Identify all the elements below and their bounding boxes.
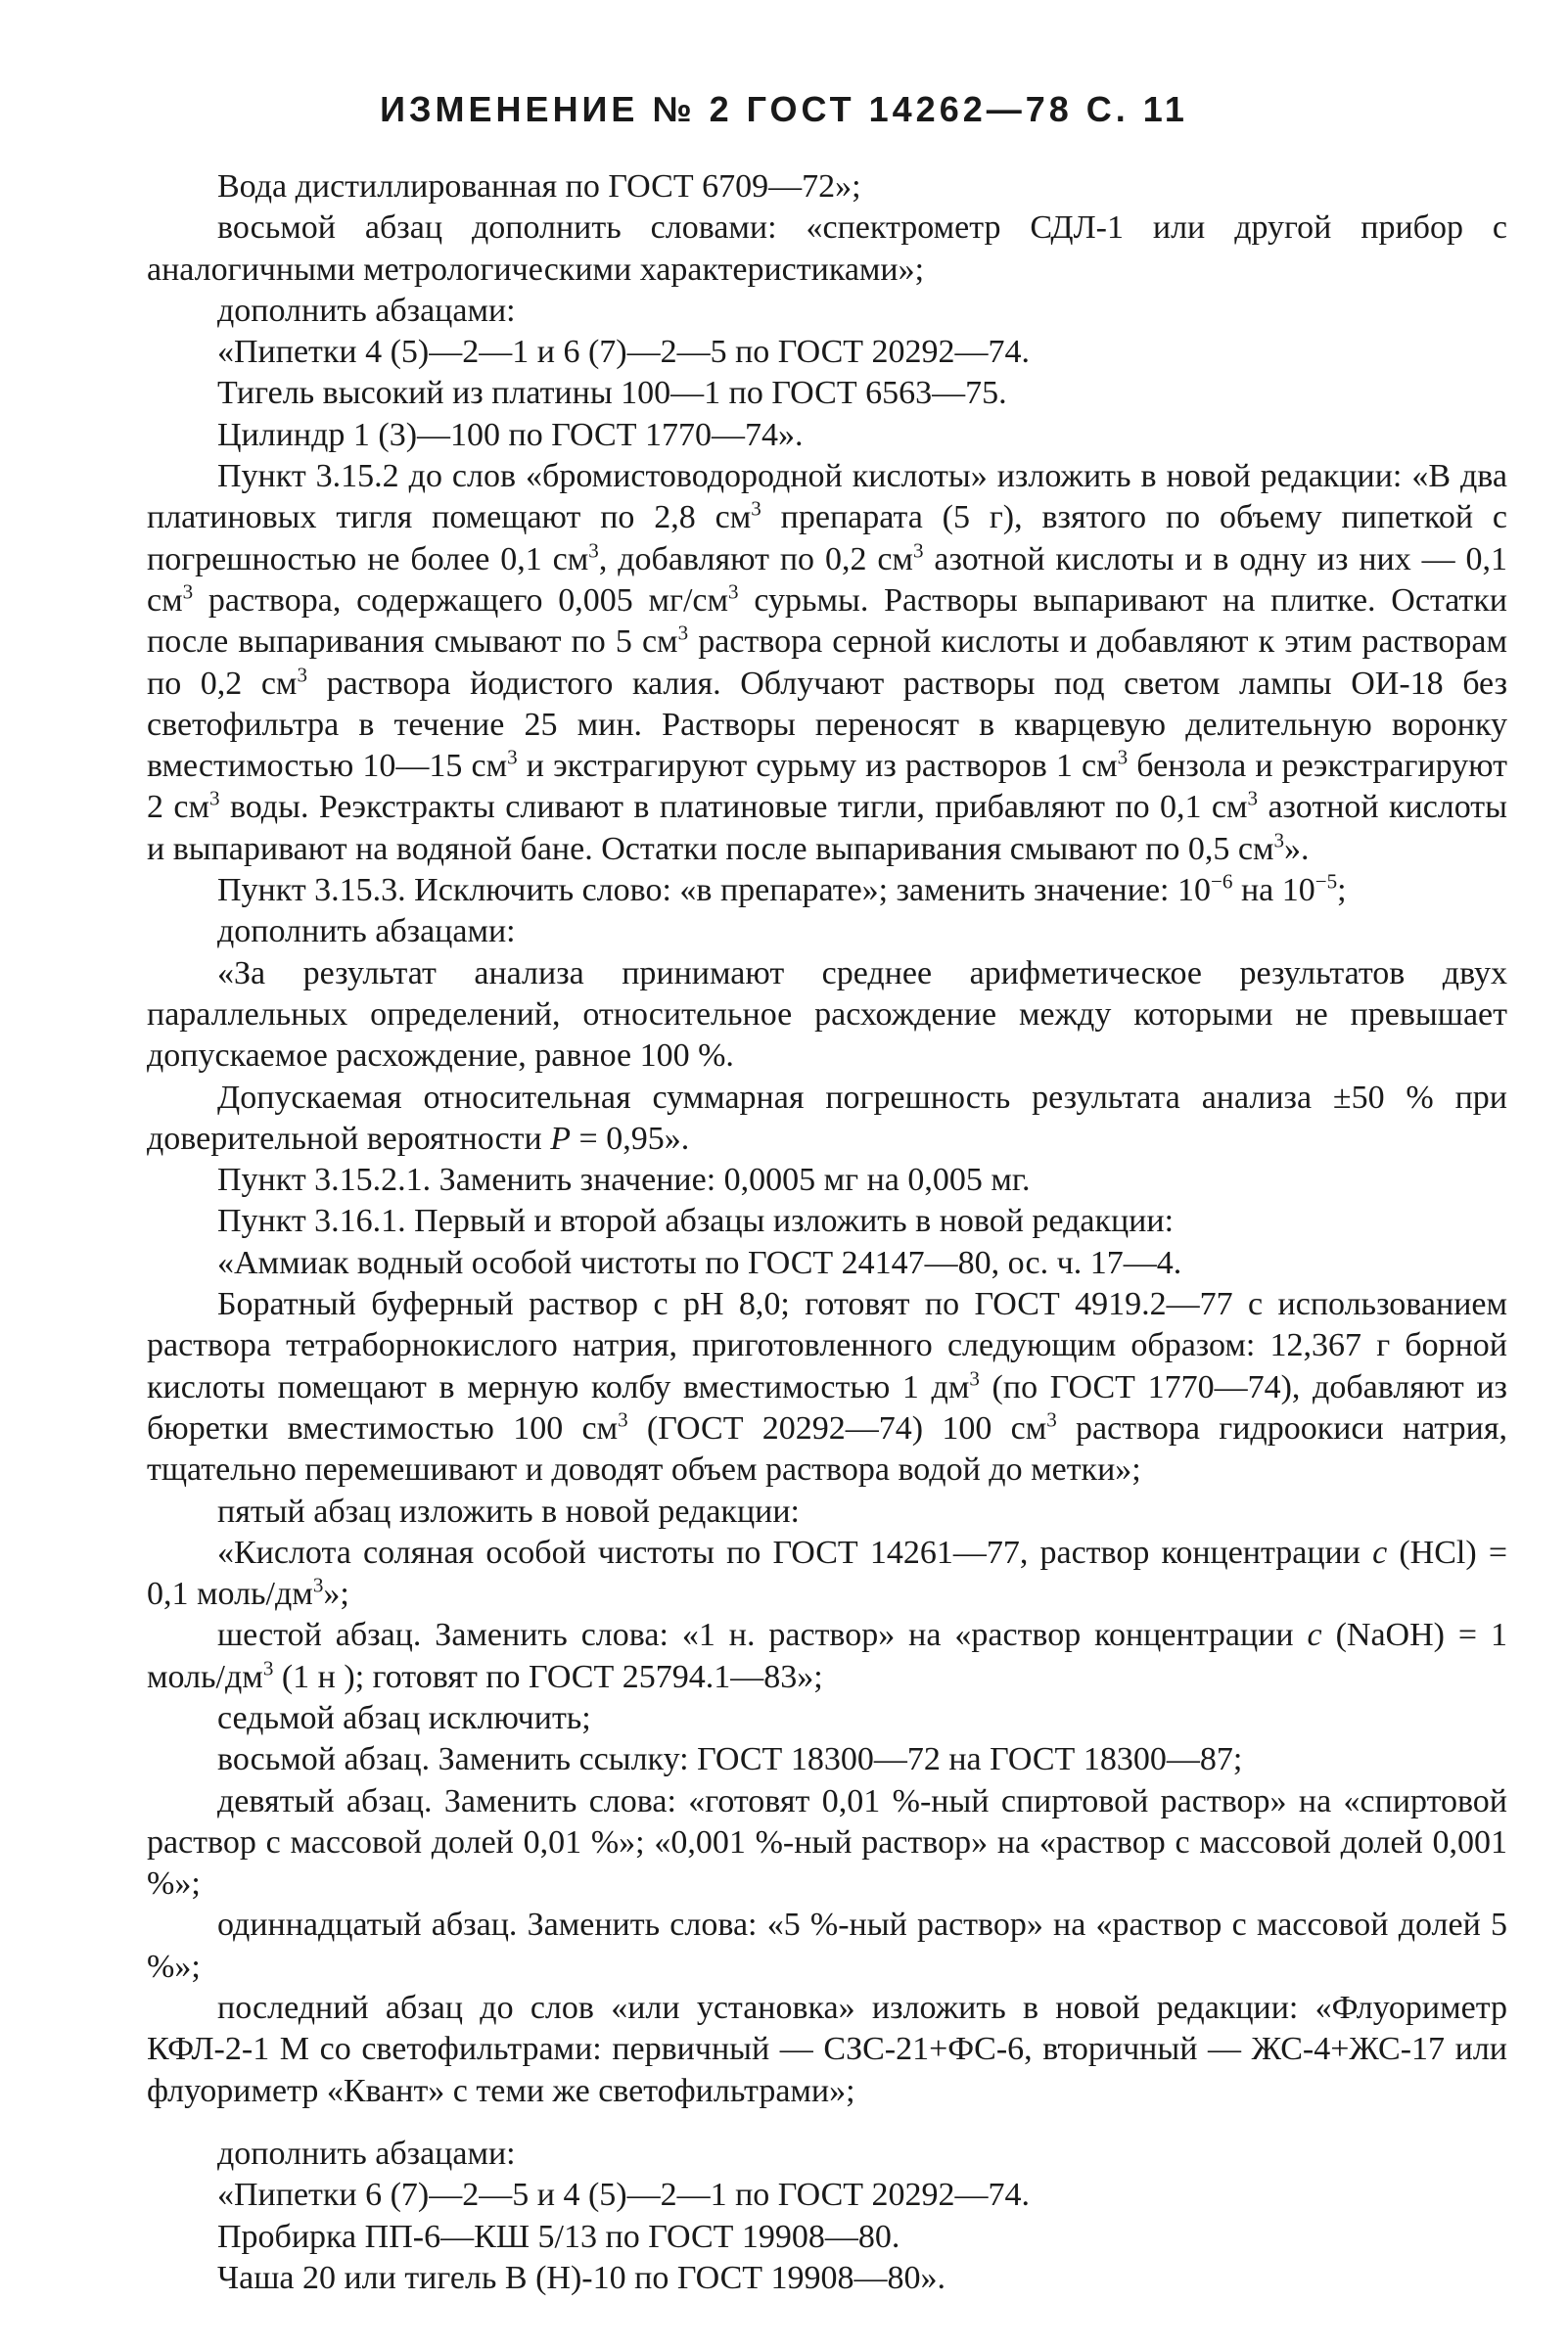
paragraph xyxy=(147,1284,1507,1491)
paragraph xyxy=(147,415,1507,456)
paragraph xyxy=(147,1739,1507,1780)
text-run: с xyxy=(1307,1617,1322,1654)
text-run: «Кислота соляная особой чистоты по ГОСТ 14261—77, раствор концентрации xyxy=(217,1534,1373,1571)
paragraph xyxy=(147,1905,1507,1988)
superscript: 3 xyxy=(751,497,761,522)
paragraph xyxy=(147,1533,1507,1616)
text-run: Тигель высокий из платины 100—1 по ГОСТ 6563—75. xyxy=(217,375,1007,412)
paragraph xyxy=(147,1492,1507,1533)
paragraph-gap xyxy=(147,2112,1507,2134)
superscript: 3 xyxy=(1046,1407,1057,1432)
text-run: Допускаемая относительная суммарная погрешность результата анализа ±50 % при доверительной вероятности xyxy=(147,1079,1507,1157)
text-run: воды. Реэкстракты сливают в платиновые тигли, прибавляют по 0,1 см xyxy=(219,789,1248,826)
paragraph xyxy=(147,870,1507,911)
text-run: азотной кислоты и выпаривают на водяной бане. Остатки после выпаривания смывают по 0,5 см xyxy=(147,789,1508,867)
paragraph xyxy=(147,1201,1507,1242)
superscript: 3 xyxy=(262,1656,274,1680)
text-run: последний абзац до слов «или установка» изложить в новой редакции: «Флуориметр КФЛ-2-1 М со светофильтрами: первичный — СЗС-21+ФС-6, вторичный — ЖС-4+ЖС-17 или флуориметр «Квант» с теми же светофильтрами»; xyxy=(147,1990,1507,2109)
text-run: Чаша 20 или тигель В (Н)-10 по ГОСТ 19908—80». xyxy=(217,2259,946,2296)
text-run: «Пипетки 6 (7)—2—5 и 4 (5)—2—1 по ГОСТ 20292—74. xyxy=(217,2177,1031,2214)
text-run: и экстрагируют сурьму из растворов 1 см xyxy=(517,748,1118,785)
paragraph xyxy=(147,1781,1507,1906)
superscript: 3 xyxy=(588,538,599,563)
text-run: пятый абзац изложить в новой редакции: xyxy=(217,1493,800,1530)
paragraph xyxy=(147,456,1507,870)
text-run: сурьмы. Растворы выпаривают на плитке. Остатки после выпаривания смывают по 5 см xyxy=(147,581,1508,661)
paragraph xyxy=(147,2134,1507,2175)
superscript: 3 xyxy=(969,1366,980,1391)
text-run: раствора серной кислоты и добавляют к этим растворам по 0,2 см xyxy=(147,623,1507,702)
text-run: Боратный буферный раствор с рН 8,0; готовят по ГОСТ 4919.2—77 с использованием раствора тетраборнокислого натрия, приготовленного следующим образом: 12,367 г борной кислоты помещают в мерную колбу вместимостью 1 дм xyxy=(147,1286,1507,1405)
superscript: 3 xyxy=(1273,828,1285,852)
superscript: 3 xyxy=(1247,787,1259,811)
text-run: (по ГОСТ 1770—74), добавляют из бюретки вместимостью 100 см xyxy=(147,1368,1507,1447)
document-body xyxy=(147,166,1507,2299)
paragraph xyxy=(147,166,1507,207)
text-run: Пункт 3.16.1. Первый и второй абзацы изложить в новой редакции: xyxy=(217,1203,1175,1240)
text-run: раствора гидроокиси натрия, тщательно перемешивают и доводят объем раствора водой до метки»; xyxy=(147,1409,1507,1489)
paragraph xyxy=(147,953,1507,1078)
text-run: раствора йодистого калия. Облучают растворы под светом лампы ОИ-18 без светофильтра в течение 25 мин. Растворы переносят в кварцевую делительную воронку вместимостью 10—15 см xyxy=(147,665,1507,785)
text-run: Пункт 3.15.3. Исключить слово: «в препарате»; заменить значение: 10 xyxy=(217,872,1211,909)
superscript: −5 xyxy=(1314,869,1338,894)
paragraph xyxy=(147,2175,1507,2216)
paragraph xyxy=(147,291,1507,332)
text-run: Пробирка ПП-6—КШ 5/13 по ГОСТ 19908—80. xyxy=(217,2218,900,2255)
text-run: азотной кислоты и в одну из них — 0,1 см xyxy=(147,540,1508,619)
superscript: 3 xyxy=(209,787,220,811)
paragraph xyxy=(147,1160,1507,1201)
paragraph xyxy=(147,1243,1507,1284)
superscript: 3 xyxy=(297,663,307,687)
text-run: девятый абзац. Заменить слова: «готовят 0,01 %-ный спиртовой раствор» на «спиртовой раствор с массовой долей 0,01 %»; «0,001 %-ный раствор» на «раствор с массовой долей 0,001 %»; xyxy=(147,1782,1507,1903)
text-run: ». xyxy=(1284,830,1310,867)
text-run: одиннадцатый абзац. Заменить слова: «5 %-ный раствор» на «раствор с массовой долей 5 %»; xyxy=(147,1907,1507,1985)
text-run: шестой абзац. Заменить слова: «1 н. раствор» на «раствор концентрации xyxy=(217,1617,1308,1654)
paragraph xyxy=(147,1615,1507,1698)
text-run: раствора, содержащего 0,005 мг/см xyxy=(193,581,729,619)
superscript: 3 xyxy=(312,1573,324,1597)
text-run: Цилиндр 1 (3)—100 по ГОСТ 1770—74». xyxy=(217,416,804,453)
superscript: 3 xyxy=(618,1407,628,1432)
paragraph xyxy=(147,373,1507,414)
paragraph xyxy=(147,1698,1507,1739)
paragraph xyxy=(147,207,1507,291)
text-run: на 10 xyxy=(1232,872,1315,909)
text-run: Пункт 3.15.2.1. Заменить значение: 0,0005 мг на 0,005 мг. xyxy=(217,1162,1031,1199)
text-run: седьмой абзац исключить; xyxy=(217,1699,591,1736)
text-run: = 0,95». xyxy=(571,1120,690,1157)
superscript: 3 xyxy=(912,538,924,563)
superscript: −6 xyxy=(1211,869,1233,894)
text-run: «За результат анализа принимают среднее арифметическое результатов двух параллельных определений, относительное расхождение между которыми не превышает допускаемое расхождение, равное 100 %. xyxy=(147,954,1507,1075)
text-run: бензола и реэкстрагируют 2 см xyxy=(147,748,1507,826)
text-run: с xyxy=(1372,1534,1388,1571)
text-run: «Аммиак водный особой чистоты по ГОСТ 24147—80, ос. ч. 17—4. xyxy=(217,1244,1182,1281)
text-run: Вода дистиллированная по ГОСТ 6709—72»; xyxy=(217,168,861,205)
text-run: восьмой абзац. Заменить ссылку: ГОСТ 18300—72 на ГОСТ 18300—87; xyxy=(217,1741,1243,1778)
text-run: (NaOH) = 1 моль/дм xyxy=(147,1617,1508,1695)
text-run: восьмой абзац дополнить словами: «спектрометр СДЛ-1 или другой прибор с аналогичными метрологическими характеристиками»; xyxy=(147,209,1507,288)
paragraph xyxy=(147,1078,1507,1161)
page-header: ИЗМЕНЕНИЕ № 2 ГОСТ 14262—78 С. 11 xyxy=(380,89,1188,129)
text-run: P xyxy=(550,1120,572,1157)
text-run: ; xyxy=(1337,872,1347,909)
paragraph xyxy=(147,911,1507,952)
text-run: »; xyxy=(323,1576,349,1613)
superscript: 3 xyxy=(507,745,518,769)
text-run: (HCl) = 0,1 моль/дм xyxy=(147,1534,1508,1613)
superscript: 3 xyxy=(182,579,194,604)
text-run: препарата (5 г), взятого по объему пипеткой с погрешностью не более 0,1 см xyxy=(147,499,1507,577)
paragraph xyxy=(147,1988,1507,2112)
superscript: 3 xyxy=(728,579,739,604)
text-run: дополнить абзацами: xyxy=(217,292,516,329)
text-run: (ГОСТ 20292—74) 100 см xyxy=(627,1409,1047,1447)
superscript: 3 xyxy=(1117,745,1129,769)
text-run: «Пипетки 4 (5)—2—1 и 6 (7)—2—5 по ГОСТ 20292—74. xyxy=(217,334,1031,371)
paragraph xyxy=(147,332,1507,373)
text-run: (1 н ); готовят по ГОСТ 25794.1—83»; xyxy=(273,1658,823,1695)
text-run: Пункт 3.15.2 до слов «бромистоводородной кислоты» изложить в новой редакции: «В два платиновых тигля помещают по 2,8 см xyxy=(147,458,1507,536)
text-run: дополнить абзацами: xyxy=(217,2135,516,2172)
text-run: , добавляют по 0,2 см xyxy=(598,540,913,577)
superscript: 3 xyxy=(677,621,689,645)
text-run: дополнить абзацами: xyxy=(217,913,516,950)
paragraph xyxy=(147,2258,1507,2299)
paragraph xyxy=(147,2217,1507,2258)
